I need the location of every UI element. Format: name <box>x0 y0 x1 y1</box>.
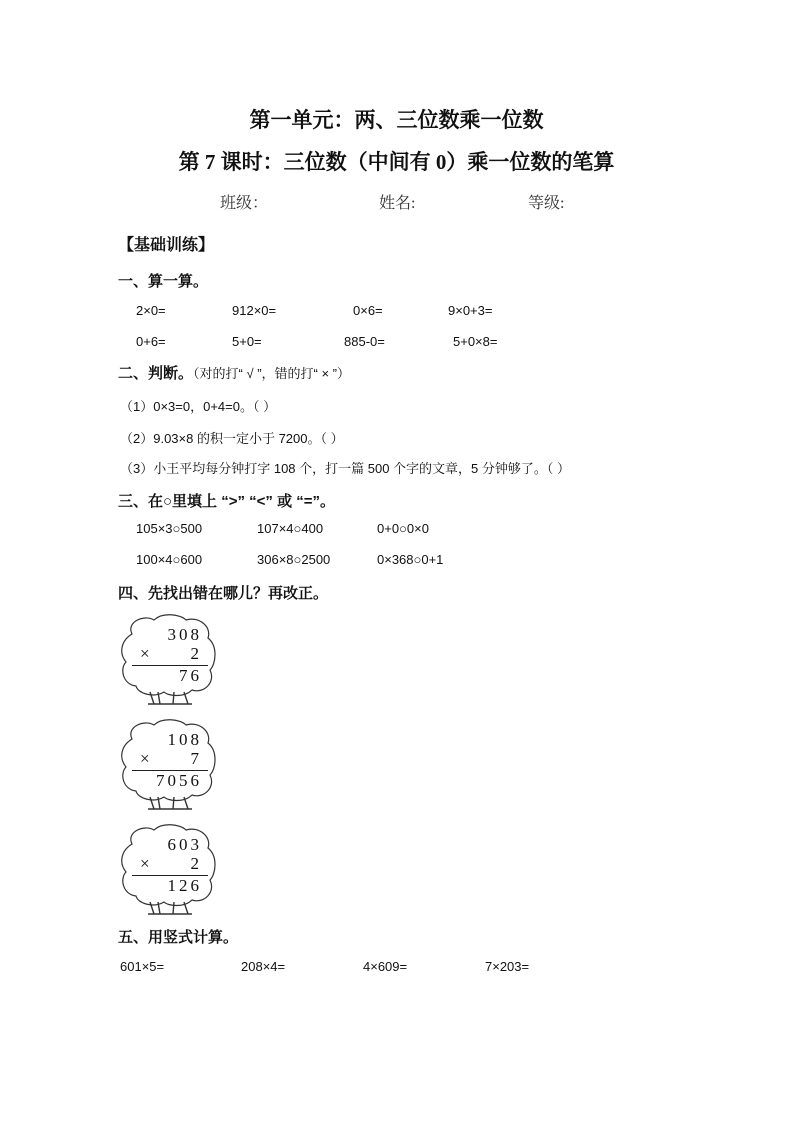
section1-expr: 5+0×8= <box>453 334 498 349</box>
tree-calculation-3 <box>118 822 218 918</box>
section1-expr: 2×0= <box>136 303 166 318</box>
multiplicand: 603 <box>167 835 202 854</box>
section2-heading-line <box>118 362 350 383</box>
multiply-sign: × <box>140 854 153 873</box>
result: 76 <box>179 666 202 685</box>
compare-expr: 100×4○600 <box>136 552 203 567</box>
judge-item-2: （2）9.03×8 的积一定小于 7200。（ ） <box>120 431 344 446</box>
section1-heading: 一、算一算。 <box>118 273 209 290</box>
section1-expr: 912×0= <box>232 303 277 318</box>
grade-label: 等级: <box>528 195 565 212</box>
section2-heading: 二、判断。 <box>118 365 194 382</box>
vertical-calc-expr: 208×4= <box>241 959 286 974</box>
tree-calculation-2 <box>118 717 218 813</box>
lesson-title: 第 7 课时：三位数（中间有 0）乘一位数的笔算 <box>178 150 615 174</box>
vertical-calc-expr: 4×609= <box>363 959 408 974</box>
section1-expr: 885-0= <box>344 334 385 349</box>
compare-expr: 0×368○0+1 <box>377 552 444 567</box>
section1-expr: 9×0+3= <box>448 303 493 318</box>
basic-training-heading: 【基础训练】 <box>118 237 215 254</box>
section2-hint: （对的打“ √ ”，错的打“ × ”） <box>193 366 351 381</box>
section3-heading: 三、在○里填上 “>” “<” 或 “=”。 <box>118 493 336 510</box>
vertical-calc <box>140 626 202 686</box>
compare-expr: 107×4○400 <box>257 521 324 536</box>
judge-item-3: （3）小王平均每分钟打字 108 个，打一篇 500 个字的文章，5 分钟够了。（ ） <box>120 461 571 476</box>
multiplicand: 108 <box>167 730 202 749</box>
section4-heading: 四、先找出错在哪儿？再改正。 <box>118 585 329 602</box>
judge-item-1: （1）0×3=0，0+4=0。（ ） <box>120 399 277 414</box>
section1-expr: 5+0= <box>232 334 262 349</box>
vertical-calc-expr: 7×203= <box>485 959 530 974</box>
vertical-calc <box>140 836 202 896</box>
section1-expr: 0×6= <box>353 303 383 318</box>
unit-title: 第一单元：两、三位数乘一位数 <box>249 108 544 132</box>
tree-calculation-1 <box>118 612 218 708</box>
multiply-sign: × <box>140 644 153 663</box>
compare-expr: 105×3○500 <box>136 521 203 536</box>
multiplier: 7 <box>190 749 202 768</box>
compare-expr: 306×8○2500 <box>257 552 331 567</box>
multiply-sign: × <box>140 749 153 768</box>
compare-expr: 0+0○0×0 <box>377 521 429 536</box>
class-label: 班级： <box>220 195 269 212</box>
result: 126 <box>167 876 202 895</box>
section1-expr: 0+6= <box>136 334 166 349</box>
vertical-calc-expr: 601×5= <box>120 959 165 974</box>
multiplier: 2 <box>190 854 202 873</box>
multiplicand: 308 <box>167 625 202 644</box>
section5-heading: 五、用竖式计算。 <box>118 929 239 946</box>
vertical-calc <box>140 731 202 791</box>
name-label: 姓名: <box>379 195 416 212</box>
multiplier: 2 <box>190 644 202 663</box>
result: 7056 <box>156 771 202 790</box>
